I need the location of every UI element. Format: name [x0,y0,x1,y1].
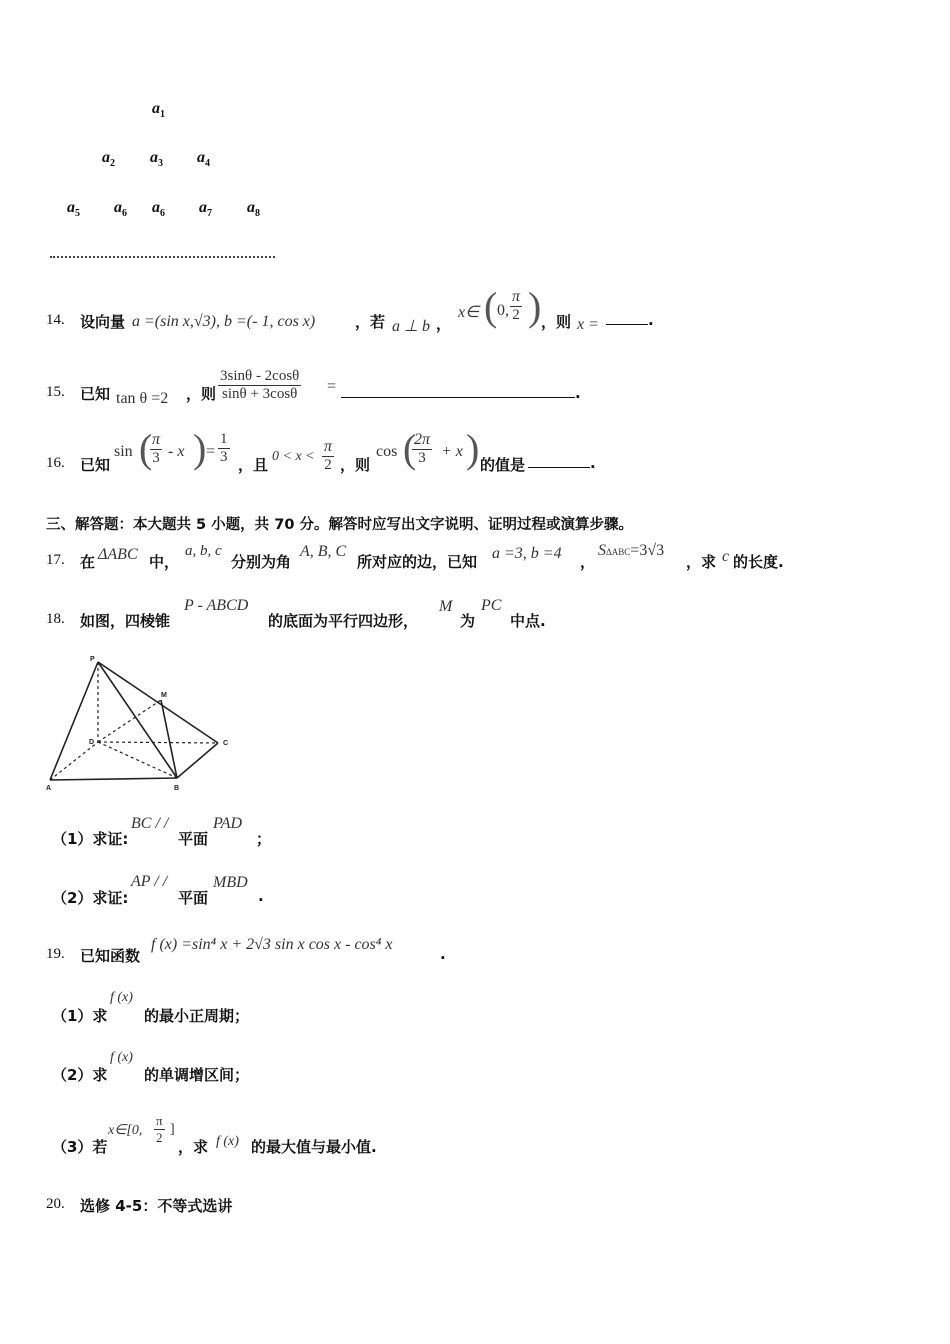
q19-number: 19. [46,946,65,962]
q14-text4: ，则 [541,313,572,331]
q15-answer-blank[interactable] [341,385,575,398]
tri-a7: $a_7$ [199,199,212,220]
q19-part1-label: （1）求 [52,1007,108,1025]
q14-text2: ，若 [355,313,386,331]
tri-a4: $a_4$ [197,149,210,170]
ellipsis-line [50,256,275,258]
q15-eq: = [327,378,337,395]
q15-text2: ，则 [186,385,217,403]
q19-part2-text: 的单调增区间； [144,1066,250,1084]
q17-math1: ΔABC [98,546,138,563]
q16-twopi: 2π [414,431,431,448]
q16-rparen2: ) [466,426,480,471]
edge-PC [98,662,218,743]
edge-BC [177,743,218,778]
q15-numerator: 3sinθ - 2cosθ [220,368,300,384]
q16-three: 3 [152,450,160,466]
q14-math1: a =(sin x,√3), b =(- 1, cos x) [132,313,316,330]
q16-plusx: + x [441,443,463,460]
q18-text4: 中点. [510,612,546,630]
q19-part3-label: （3）若 [52,1138,108,1156]
q18-math1: P - ABCD [184,597,249,614]
tri-a6b: $a_6$ [152,199,165,220]
q19-part3-frac [154,1113,165,1146]
q19-part1-text: 的最小正周期； [144,1007,250,1025]
q16-text1: 已知 [80,456,111,474]
q15-frac [218,368,301,403]
q16-text4: 的值是 [480,456,526,474]
q19-part1-math: f (x) [110,990,133,1005]
section3-heading: 三、解答题：本大题共 5 小题，共 70 分。解答时应写出文字说明、证明过程或演算步骤。 [46,517,633,533]
q19-two: 2 [156,1130,163,1145]
q18-part2-math1: AP / / [131,873,168,890]
q15-end: . [575,384,581,402]
q14-answer-blank[interactable] [606,312,648,325]
tri-a5: $a_5$ [67,199,80,220]
q18-part2-math2: MBD [213,874,248,891]
q14-text1: 设向量 [80,313,126,331]
edge-DC [98,742,218,743]
q19-part3-math1: x∈[0, [108,1123,143,1138]
q14-lparen: ( [484,284,498,329]
q19-part2-label: （2）求 [52,1066,108,1084]
label-P: P [90,656,95,663]
q17-math3: A, B, C [300,543,347,560]
q18-part1-text: 平面 [178,830,209,848]
edge-PA [50,662,98,780]
q18-part2-end: . [258,887,264,905]
q16-pi: π [152,431,161,448]
q19-part3-close: ] [170,1122,175,1137]
q16-cos: cos [376,443,398,460]
label-A: A [46,785,52,792]
q14-math3b: 0, [497,302,509,319]
edge-AB [50,778,177,780]
label-C: C [223,740,229,747]
q16-text2: ，且 [238,456,269,474]
q16-end: . [590,454,596,472]
q16-rparen1: ) [193,426,207,471]
q16-eq: = [206,443,216,460]
q18-part2-text: 平面 [178,889,209,907]
q19-part3-text1: ，求 [178,1138,209,1156]
q17-text1: 在 [80,553,96,571]
q16-sin: sin [114,443,133,460]
q16-lparen2: ( [403,426,417,471]
q14-number: 14. [46,312,65,328]
q14-math3: x∈ [458,304,480,321]
q17-math4: a =3, b =4 [492,545,562,562]
tri-a3: $a_3$ [150,149,163,170]
q17-math5 [598,542,664,560]
pyramid-figure [40,650,240,795]
q17-s-val: =3√3 [630,542,665,559]
q14-end: . [648,311,654,329]
q16-pi2: π [324,438,333,455]
q17-s: S [598,542,606,559]
tri-a2: $a_2$ [102,149,115,170]
q14-frac [510,288,522,324]
q19-pi: π [156,1113,163,1128]
q16-minusx: - x [168,443,185,460]
q14-pi: π [512,288,521,305]
q18-part1-end: ； [256,830,272,848]
q16-ineq: 0 < x < [272,449,315,464]
q16-frac4 [412,431,432,467]
q16-lparen1: ( [139,426,153,471]
q20-number: 20. [46,1196,65,1212]
q14-rparen: ) [528,284,542,329]
q18-text1: 如图，四棱锥 [80,612,171,630]
q18-part2-label: （2）求证: [52,889,129,907]
q19-text1: 已知函数 [80,947,141,965]
q19-part3-math2: f (x) [216,1134,239,1149]
q15-number: 15. [46,384,65,400]
q17-math2: a, b, c [185,543,222,559]
q18-part1-label: （1）求证: [52,830,129,848]
q15-text1: 已知 [80,385,111,403]
q17-s-sub: ΔABC [606,547,631,557]
q16-number: 16. [46,455,65,471]
q17-text6: ，求 [686,553,717,571]
q17-math6: c [722,548,730,565]
q16-answer-blank[interactable] [528,455,590,468]
q19-end: . [440,945,446,963]
q18-part1-math2: PAD [213,815,243,832]
q17-text2: 中， [149,553,180,571]
q18-text3: 为 [460,612,476,630]
q15-math1: tan θ =2 [116,390,169,407]
q17-text4: 所对应的边，已知 [357,553,478,571]
q16-frac3 [322,438,334,474]
q17-text3: 分别为角 [231,553,292,571]
edge-DM [98,700,161,742]
tri-a8: $a_8$ [247,199,260,220]
tri-a1: $a_1$ [152,100,165,121]
q19-part2-math: f (x) [110,1050,133,1065]
q20-text: 选修 4-5：不等式选讲 [80,1197,233,1215]
label-M: M [161,692,167,699]
q14-math2: a ⊥ b [392,318,430,335]
q19-math1: f (x) =sin⁴ x + 2√3 sin x cos x - cos⁴ x [151,936,393,953]
tri-a6: $a_6$ [114,199,127,220]
q18-number: 18. [46,611,65,627]
q16-three2: 3 [220,449,228,465]
q17-text7: 的长度. [733,553,784,571]
q16-two: 2 [324,457,332,473]
q16-one: 1 [220,431,228,447]
label-D: D [89,739,95,746]
q14-text3: ， [436,315,452,333]
q18-part1-math1: BC / / [131,815,169,832]
q18-text2: 的底面为平行四边形， [268,612,419,630]
q18-math3: PC [481,597,502,614]
q16-frac1 [150,431,162,467]
q15-denominator: sinθ + 3cosθ [222,386,298,402]
q14-two: 2 [512,307,520,323]
q17-number: 17. [46,552,65,568]
q16-text3: ，则 [340,456,371,474]
q17-text5: ， [580,553,596,571]
q14-math4: x = [577,316,599,333]
q16-three3: 3 [418,450,426,466]
label-B: B [174,785,180,792]
q16-frac2 [218,431,230,466]
q19-part3-text2: 的最大值与最小值. [251,1138,377,1156]
q18-math2: M [439,598,453,615]
